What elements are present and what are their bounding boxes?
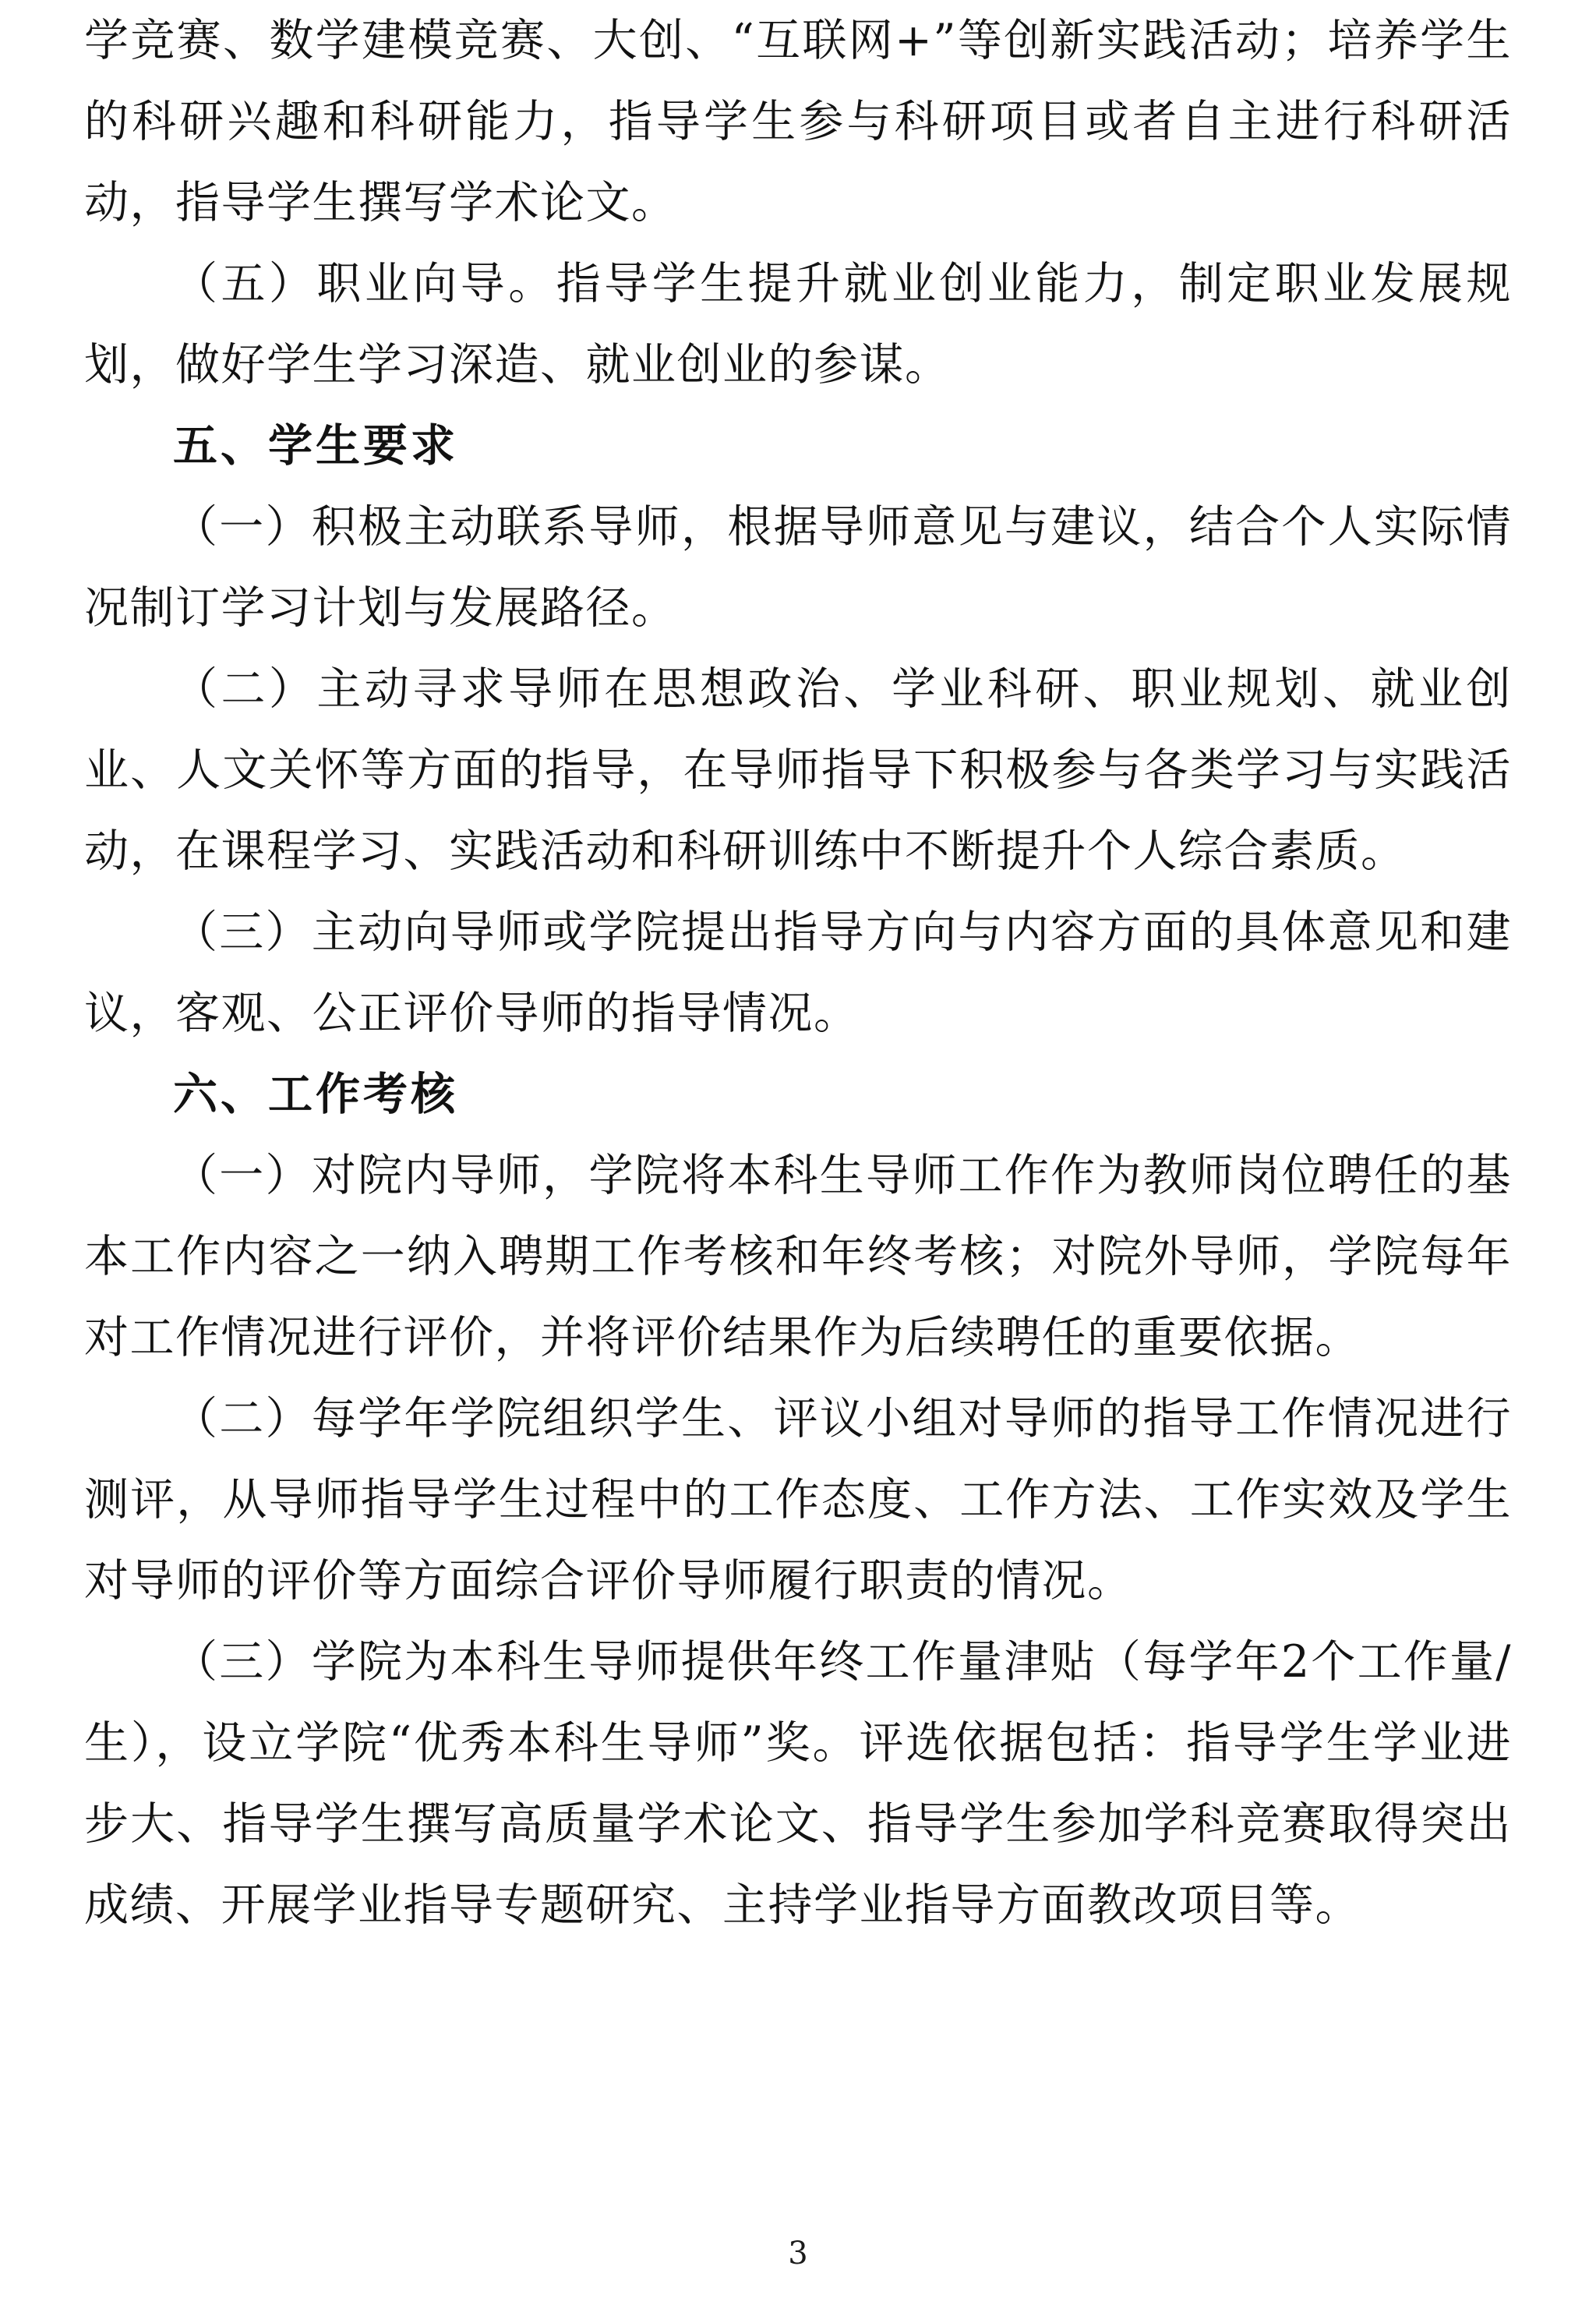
paragraph-assessment-3: （三）学院为本科生导师提供年终工作量津贴（每学年2个工作量/生），设立学院“优秀本科生导师”奖。评选依据包括：指导学生学业进步大、指导学生撰写高质量学术论文、指导学生参加学科竞赛取得突出成绩、开展学业指导专题研究、主持学业指导方面教改项目等。 bbox=[84, 1636, 1512, 1931]
section-heading-work-assessment: 六、工作考核 bbox=[173, 1069, 458, 1120]
paragraph-requirement-3: （三）主动向导师或学院提出指导方向与内容方面的具体意见和建议，客观、公正评价导师的指导情况。 bbox=[84, 907, 1512, 1039]
page-number: 3 bbox=[788, 2236, 808, 2271]
paragraph-requirement-1: （一）积极主动联系导师，根据导师意见与建议，结合个人实际情况制订学习计划与发展路径。 bbox=[84, 501, 1512, 634]
paragraph-requirement-2: （二）主动寻求导师在思想政治、学业科研、职业规划、就业创业、人文关怀等方面的指导，在导师指导下积极参与各类学习与实践活动，在课程学习、实践活动和科研训练中不断提升个人综合素质。 bbox=[84, 663, 1512, 877]
paragraph-assessment-2: （二）每学年学院组织学生、评议小组对导师的指导工作情况进行测评，从导师指导学生过程中的工作态度、工作方法、工作实效及学生对导师的评价等方面综合评价导师履行职责的情况。 bbox=[84, 1393, 1512, 1607]
section-heading-student-requirements: 五、学生要求 bbox=[173, 420, 458, 472]
paragraph-continuation: 学竞赛、数学建模竞赛、大创、“互联网+”等创新实践活动；培养学生的科研兴趣和科研能力，指导学生参与科研项目或者自主进行科研活动，指导学生撰写学术论文。 bbox=[84, 15, 1512, 228]
paragraph-assessment-1: （一）对院内导师，学院将本科生导师工作作为教师岗位聘任的基本工作内容之一纳入聘期工作考核和年终考核；对院外导师，学院每年对工作情况进行评价，并将评价结果作为后续聘任的重要依据。 bbox=[84, 1150, 1512, 1363]
document-body bbox=[84, 0, 1512, 1946]
paragraph-career-guidance: （五）职业向导。指导学生提升就业创业能力，制定职业发展规划，做好学生学习深造、就业创业的参谋。 bbox=[84, 258, 1512, 391]
